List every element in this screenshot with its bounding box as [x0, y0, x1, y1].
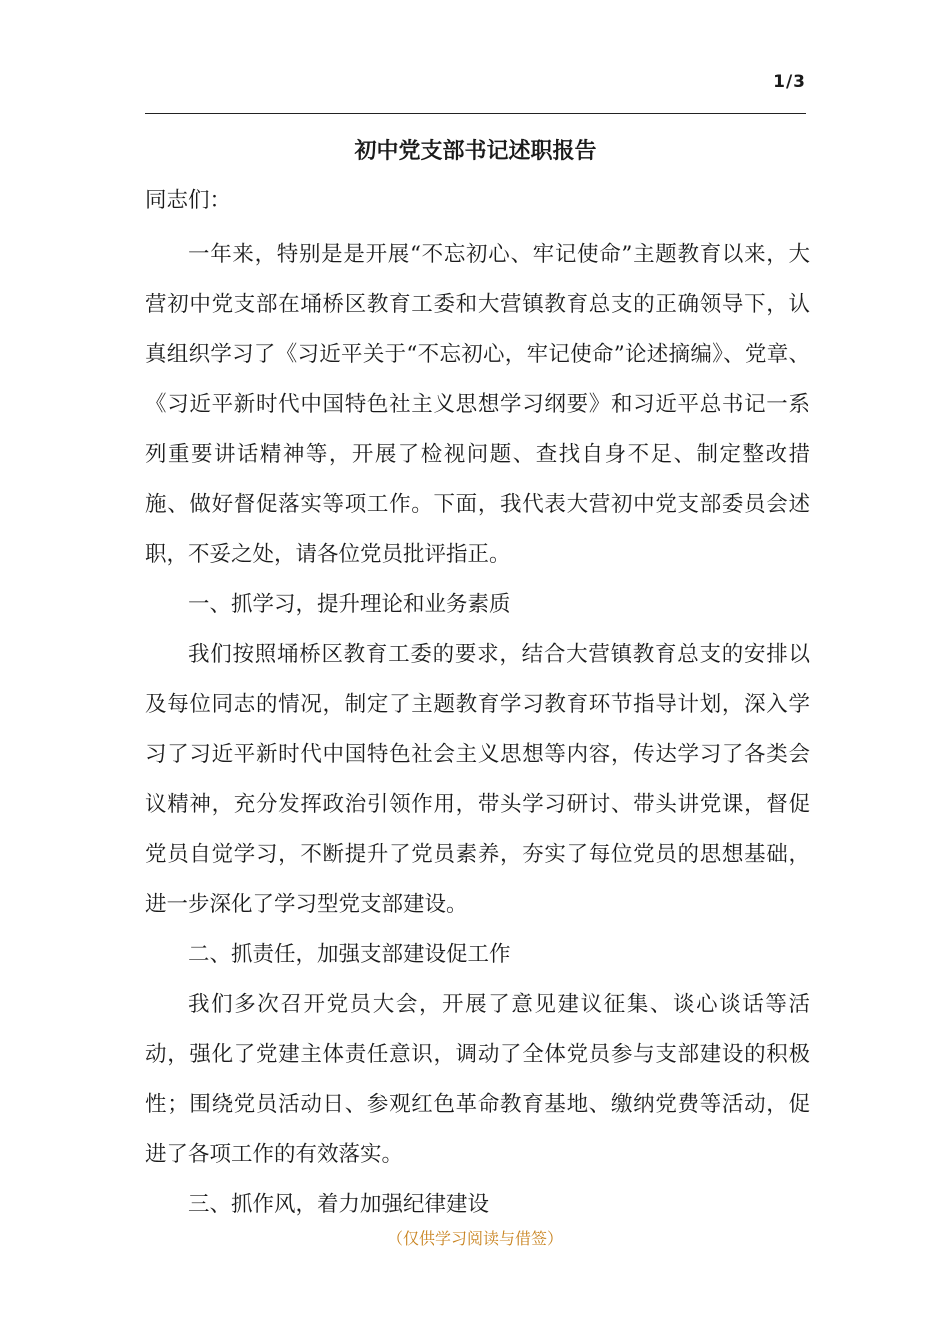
document-body — [145, 180, 810, 1230]
header-rule — [145, 113, 806, 114]
section-heading: 二、抓责任，加强支部建设促工作 — [188, 942, 511, 967]
section-heading: 三、抓作风，着力加强纪律建设 — [188, 1192, 490, 1217]
body-paragraph: 我们多次召开党员大会，开展了意见建议征集、谈心谈话等活动，强化了党建主体责任意识，调动了全体党员参与支部建设的积极性；围绕党员活动日、参观红色革命教育基地、缴纳党费等活动，促进了各项工作的有效落实。 — [145, 992, 810, 1167]
page-number: 1/3 — [773, 72, 806, 92]
footer-note: （仅供学习阅读与借签） — [386, 1229, 563, 1248]
body-paragraph: 一年来，特别是是开展“不忘初心、牢记使命”主题教育以来，大营初中党支部在埇桥区教育工委和大营镇教育总支的正确领导下，认真组织学习了《习近平关于“不忘初心，牢记使命”论述摘编》、党章、《习近平新时代中国特色社主义思想学习纲要》和习近平总书记一系列重要讲话精神等，开展了检视问题、查找自身不足、制定整改措施、做好督促落实等项工作。下面，我代表大营初中党支部委员会述职，不妥之处，请各位党员批评指正。 — [145, 242, 810, 567]
document-title: 初中党支部书记述职报告 — [354, 138, 597, 164]
salutation: 同志们： — [145, 188, 232, 213]
body-paragraph: 我们按照埇桥区教育工委的要求，结合大营镇教育总支的安排以及每位同志的情况，制定了主题教育学习教育环节指导计划，深入学习了习近平新时代中国特色社会主义思想等内容，传达学习了各类会议精神，充分发挥政治引领作用，带头学习研讨、带头讲党课，督促党员自觉学习，不断提升了党员素养，夯实了每位党员的思想基础，进一步深化了学习型党支部建设。 — [145, 642, 810, 917]
section-heading: 一、抓学习，提升理论和业务素质 — [188, 592, 511, 617]
